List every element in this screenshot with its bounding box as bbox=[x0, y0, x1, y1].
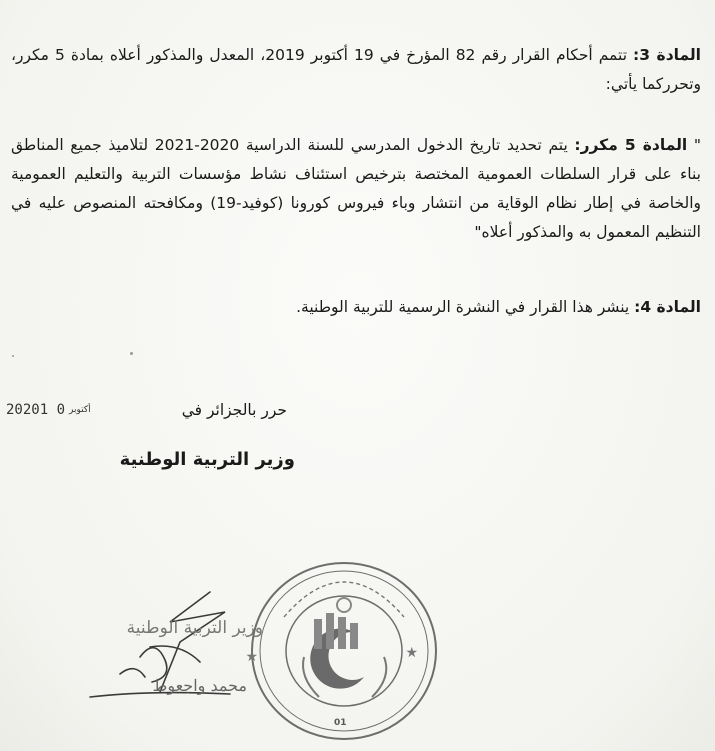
seal-number: 01 bbox=[334, 718, 347, 728]
svg-text:★: ★ bbox=[327, 673, 340, 689]
article-5bis-label: المادة 5 مكرر: bbox=[574, 136, 688, 154]
article-5bis-open-quote: " bbox=[687, 136, 701, 154]
article-4-label: المادة 4: bbox=[634, 298, 701, 316]
article-3-label: المادة 3: bbox=[633, 46, 701, 64]
article-4-paragraph bbox=[11, 293, 701, 322]
date-year: 2020 bbox=[6, 402, 40, 418]
svg-text:★: ★ bbox=[405, 645, 418, 661]
article-4-text: ينشر هذا القرار في النشرة الرسمية للتربية الوطنية. bbox=[296, 298, 635, 316]
date-stamp bbox=[6, 402, 95, 418]
scan-speck bbox=[12, 355, 14, 357]
article-3-text: تتمم أحكام القرار رقم 82 المؤرخ في 19 أكتوبر 2019، المعدل والمذكور أعلاه بمادة 5 مكرر، وتحرركما يأتي: bbox=[11, 46, 701, 93]
signature-title: وزير التربية الوطنية bbox=[126, 618, 263, 638]
article-5bis-text: يتم تحديد تاريخ الدخول المدرسي للسنة الدراسية 2020-2021 لتلاميذ جميع المناطق بناء على قرار السلطات العمومية المختصة بترخيص استئناف نشاط مؤسسات التربية والتعليم العمومية والخاصة في إطار نظام الوقاية من انتشار وباء فيروس كورونا (كوفيد-19) ومكافحته المنصوص عليه في التنظيم المعمول به والمذكور أعلاه" bbox=[11, 136, 701, 241]
date-day: 0 1 bbox=[39, 402, 66, 418]
scan-speck bbox=[130, 352, 133, 355]
article-3-paragraph bbox=[11, 41, 701, 99]
date-month: أكتوبر bbox=[69, 405, 91, 415]
signing-place: حرر بالجزائر في bbox=[181, 401, 287, 419]
minister-title: وزير التربية الوطنية bbox=[119, 449, 295, 470]
signature-name: محمد واجعوط bbox=[152, 676, 247, 695]
article-5bis-paragraph bbox=[11, 131, 701, 247]
svg-text:★: ★ bbox=[245, 649, 258, 665]
